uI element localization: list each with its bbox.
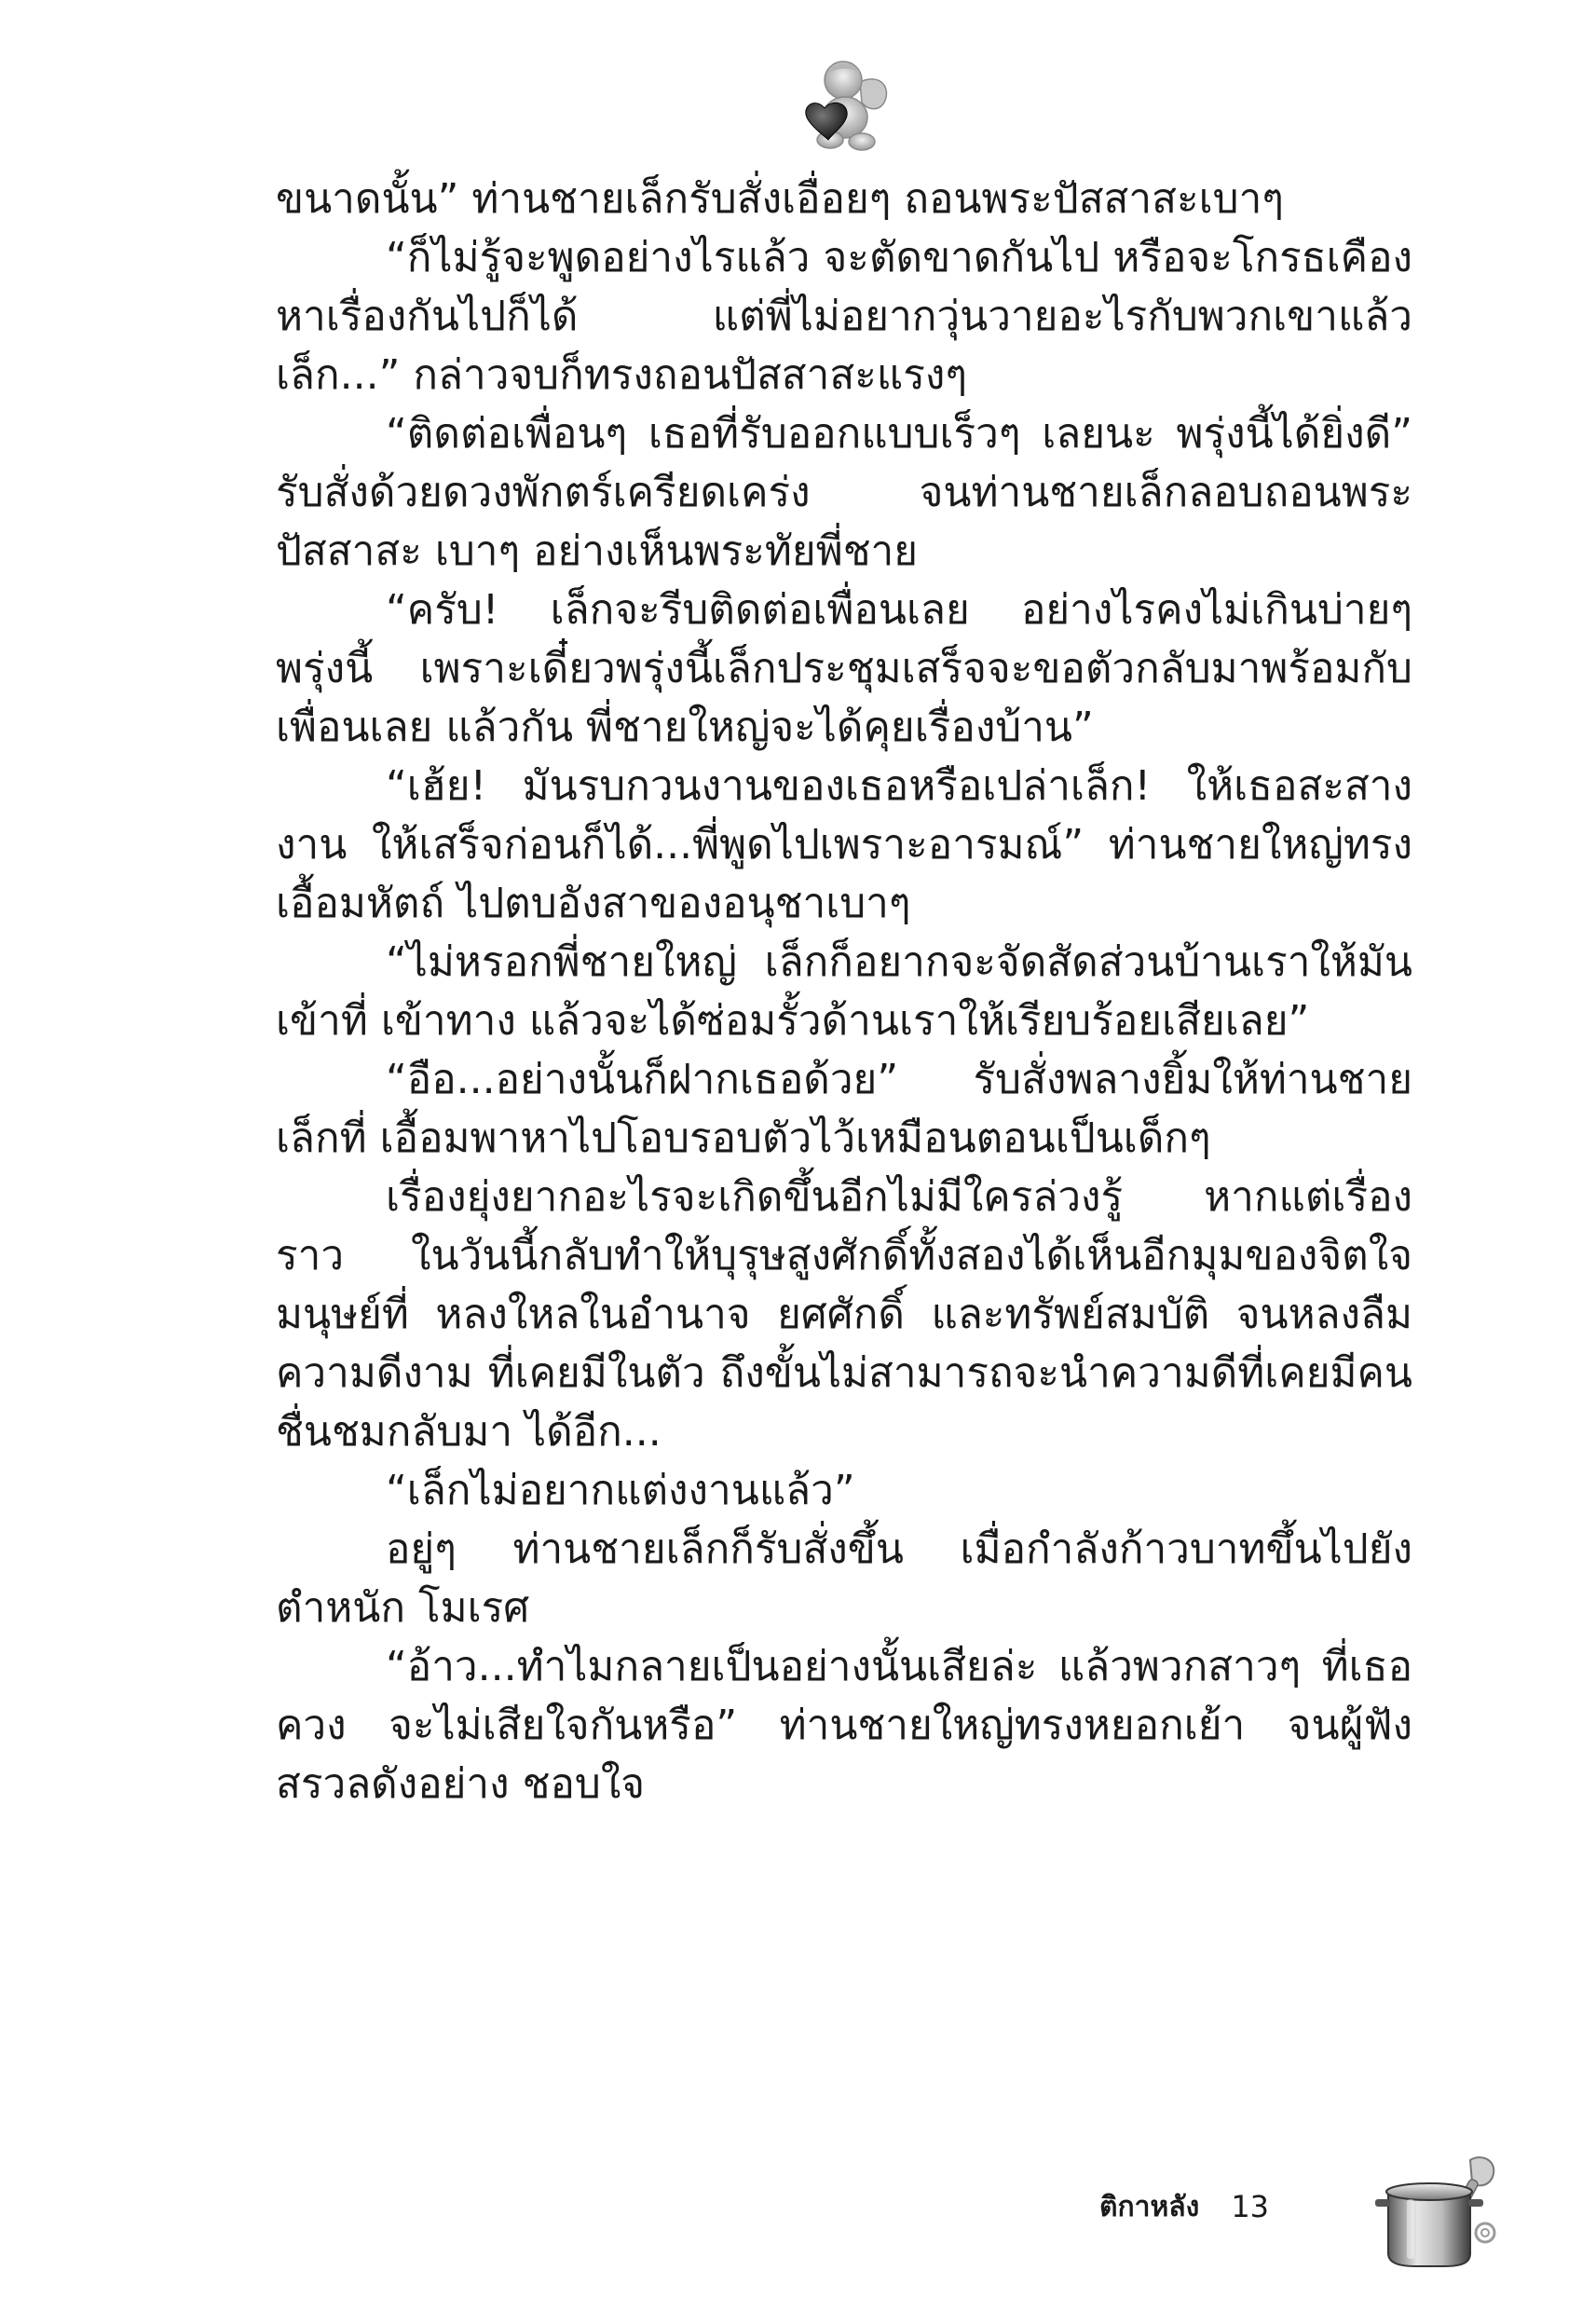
running-title: ติกาหลัง — [1099, 2190, 1200, 2223]
paragraph: “ไม่หรอกพี่ชายใหญ่ เล็กก็อยากจะจัดสัดส่วนบ้านเราให้มันเข้าที่ เข้าทาง แล้วจะได้ซ่อมรั้วด้านเราให้เรียบร้อยเสียเลย” — [276, 938, 1412, 1045]
paragraph: “ครับ! เล็กจะรีบติดต่อเพื่อนเลย อย่างไรคงไม่เกินบ่ายๆ พรุ่งนี้ เพราะเดี๋ยวพรุ่งนี้เล็กประชุมเสร็จจะขอตัวกลับมาพร้อมกับเพื่อนเลย แล้วกัน พี่ชายใหญ่จะได้คุยเรื่องบ้าน” — [276, 586, 1412, 751]
page-number: 13 — [1231, 2189, 1270, 2224]
cherub-with-heart-icon — [787, 54, 899, 157]
paragraph: “เฮ้ย! มันรบกวนงานของเธอหรือเปล่าเล็ก! ให้เธอสะสางงาน ให้เสร็จก่อนก็ได้...พี่พูดไปเพราะอารมณ์” ท่านชายใหญ่ทรงเอื้อมหัตถ์ ไปตบอังสาของอนุชาเบาๆ — [276, 762, 1412, 927]
page-body — [276, 170, 1412, 1813]
paragraph: ขนาดนั้น” ท่านชายเล็กรับสั่งเอื่อยๆ ถอนพระปัสสาสะเบาๆ — [276, 175, 1284, 223]
paragraph: “อือ...อย่างนั้นก็ฝากเธอด้วย” รับสั่งพลางยิ้มให้ท่านชายเล็กที่ เอื้อมพาหาไปโอบรอบตัวไว้เหมือนตอนเป็นเด็กๆ — [276, 1056, 1412, 1162]
cooking-pot-with-ladle-icon — [1370, 2143, 1509, 2274]
paragraph: “ก็ไม่รู้จะพูดอย่างไรแล้ว จะตัดขาดกันไป หรือจะโกรธเคือง หาเรื่องกันไปก็ได้ แต่พี่ไม่อยากวุ่นวายอะไรกับพวกเขาแล้ว เล็ก...” กล่าวจบก็ทรงถอนปัสสาสะแรงๆ — [276, 234, 1412, 399]
paragraph: “ติดต่อเพื่อนๆ เธอที่รับออกแบบเร็วๆ เลยนะ พรุ่งนี้ได้ยิ่งดี” รับสั่งด้วยดวงพักตร์เครียดเคร่ง จนท่านชายเล็กลอบถอนพระปัสสาสะ เบาๆ อย่างเห็นพระทัยพี่ชาย — [276, 410, 1412, 575]
paragraph: เรื่องยุ่งยากอะไรจะเกิดขึ้นอีกไม่มีใครล่วงรู้ หากแต่เรื่องราว ในวันนี้กลับทำให้บุรุษสูงศักดิ์ทั้งสองได้เห็นอีกมุมของจิตใจมนุษย์ที่ หลงใหลในอำนาจ ยศศักดิ์ และทรัพย์สมบัติ จนหลงลืมความดีงาม ที่เคยมีในตัว ถึงขั้นไม่สามารถจะนำความดีที่เคยมีคนชื่นชมกลับมา ได้อีก... — [276, 1173, 1412, 1456]
paragraph: “เล็กไม่อยากแต่งงานแล้ว” — [386, 1467, 855, 1514]
paragraph: อยู่ๆ ท่านชายเล็กก็รับสั่งขึ้น เมื่อกำลังก้าวบาทขึ้นไปยังตำหนัก โมเรศ — [276, 1525, 1412, 1632]
paragraph: “อ้าว...ทำไมกลายเป็นอย่างนั้นเสียล่ะ แล้วพวกสาวๆ ที่เธอควง จะไม่เสียใจกันหรือ” ท่านชายใหญ่ทรงหยอกเย้า จนผู้ฟังสรวลดังอย่าง ชอบใจ — [276, 1643, 1412, 1808]
page-footer — [1099, 2169, 1269, 2244]
